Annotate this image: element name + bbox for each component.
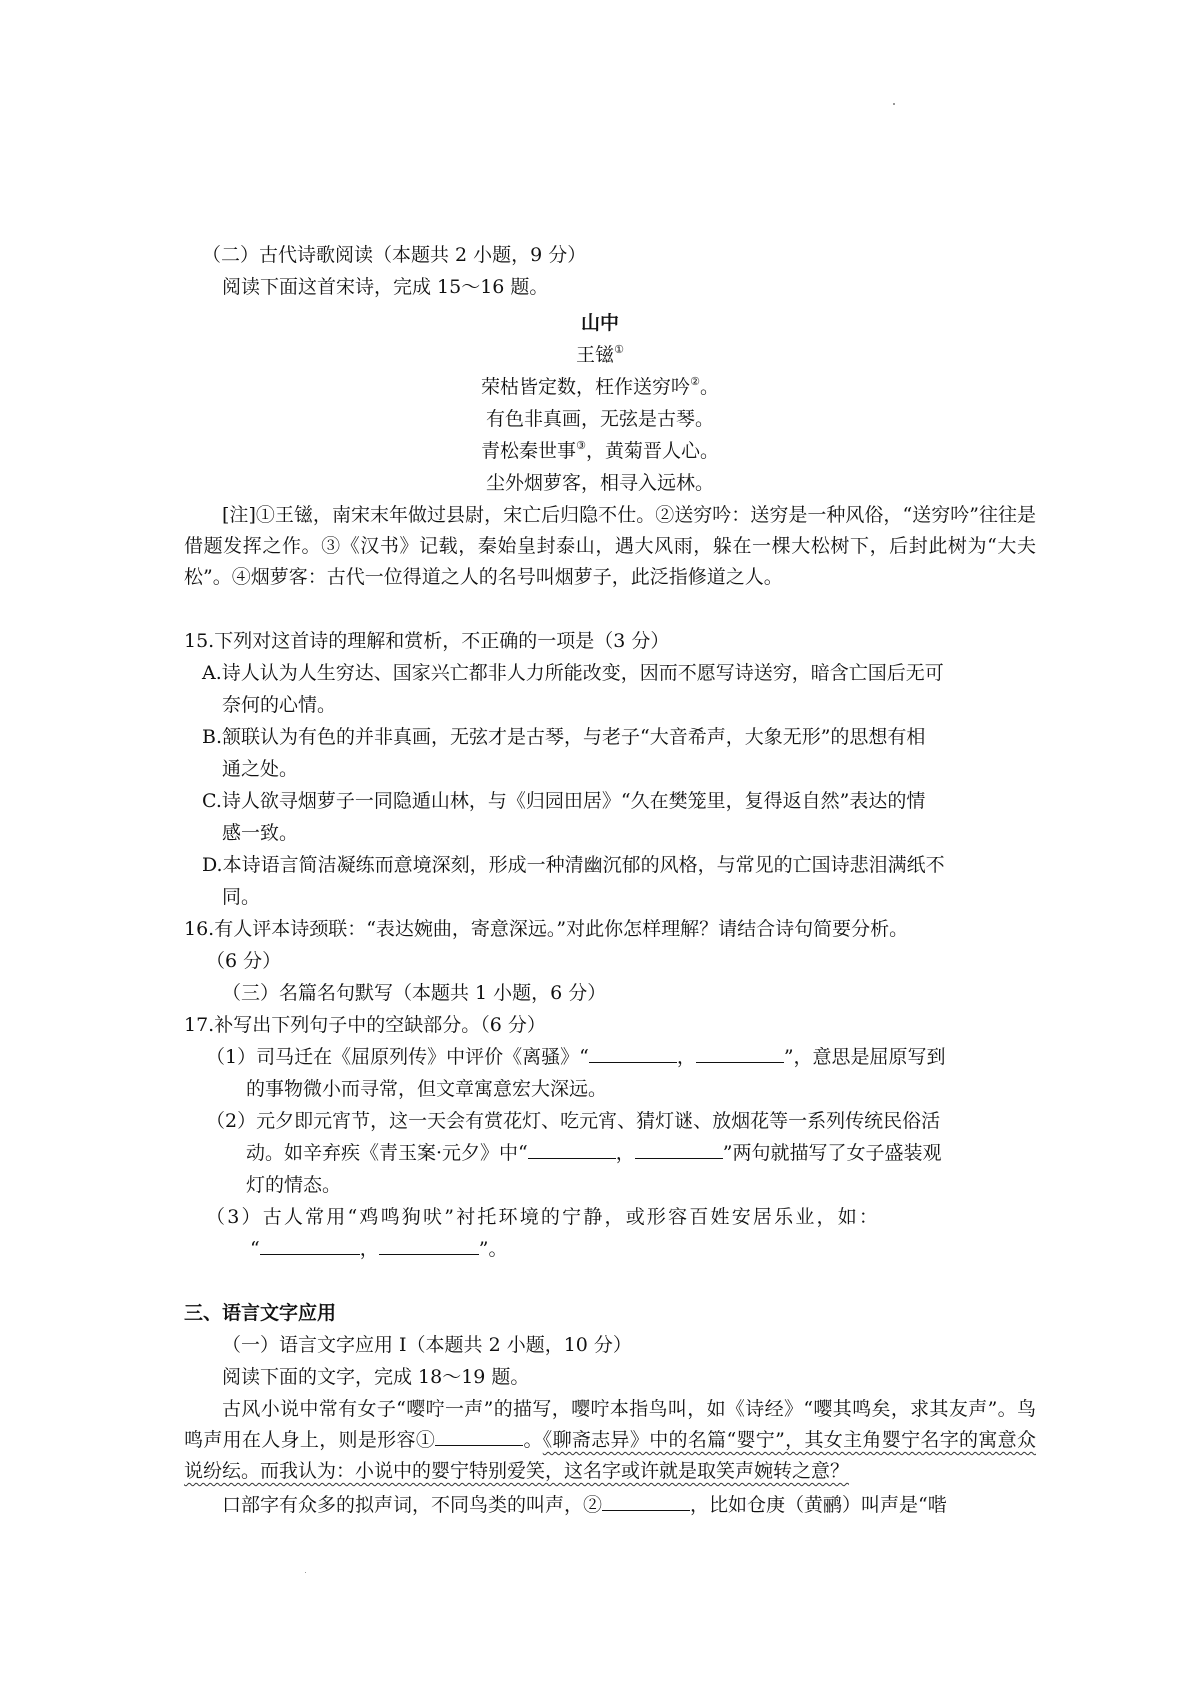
poem-notes: [注]①王镃，南宋末年做过县尉，宋亡后归隐不仕。②送穷吟：送穷是一种风俗，“送穷吟”往往是借题发挥之作。③《汉书》记载，秦始皇封泰山，遇大风雨，躲在一棵大松树下，后封此树为“大夫松”。④烟萝客：古代一位得道之人的名号叫烟萝子，此泛指修道之人。 [184, 504, 1036, 588]
section-header-recitation: （三）名篇名句默写（本题共 1 小题，6 分） [222, 982, 607, 1004]
q15-option-b-cont: 通之处。 [222, 758, 299, 780]
scan-speck [893, 103, 895, 105]
q15-option-a: A.诗人认为人生穷达、国家兴亡都非人力所能改变，因而不愿写诗送穷，暗含亡国后无可 [202, 662, 944, 684]
question-15-stem: 15.下列对这首诗的理解和赏析，不正确的一项是（3 分） [184, 630, 670, 652]
poem-title: 山中 [580, 312, 619, 334]
poem-author: 王镃① [576, 343, 624, 366]
scan-speck [305, 1572, 306, 1573]
answer-blank [696, 1044, 784, 1063]
instruction-language-use: 阅读下面的文字，完成 18～19 题。 [222, 1366, 530, 1388]
answer-blank [379, 1236, 479, 1255]
q17-part-1: （1）司马迁在《屈原列传》中评价《离骚》“ ， ”，意思是屈原写到 [206, 1046, 946, 1068]
section-header-poetry: （二）古代诗歌阅读（本题共 2 小题，9 分） [202, 244, 587, 266]
answer-blank [602, 1492, 690, 1511]
q15-option-c: C.诗人欲寻烟萝子一同隐遁山林，与《归园田居》“久在樊笼里，复得返自然”表达的情 [202, 790, 926, 812]
answer-blank [528, 1140, 616, 1159]
poem-line-4: 尘外烟萝客，相寻入远林。 [485, 472, 714, 494]
footnote-marker: ③ [576, 439, 586, 452]
q17-part-1-cont: 的事物微小而寻常，但文章寓意宏大深远。 [246, 1078, 608, 1100]
poem-line-3: 青松秦世事③，黄菊晋人心。 [481, 439, 719, 462]
part-3-title: 三、语言文字应用 [184, 1302, 337, 1324]
section-header-language-use: （一）语言文字应用 I（本题共 2 小题，10 分） [222, 1334, 632, 1356]
q17-part-3-cont: “ ， ”。 [250, 1238, 508, 1260]
q17-part-2-end: 灯的情态。 [246, 1174, 342, 1196]
footnote-marker: ② [690, 375, 700, 388]
q15-option-a-cont: 奈何的心情。 [222, 694, 337, 716]
q15-option-c-cont: 感一致。 [222, 822, 299, 844]
q15-option-d: D.本诗语言简洁凝练而意境深刻，形成一种清幽沉郁的风格，与常见的亡国诗悲泪满纸不 [202, 854, 945, 876]
answer-blank [635, 1140, 723, 1159]
wavy-underlined-sentence: 《聊斋志异》中的名篇“婴宁”，其女主角婴宁名字的寓意众说纷纭。而我认为：小说中的婴宁特别爱笑，这名字或许就是取笑声婉转之意？ [184, 1429, 1036, 1482]
answer-blank [435, 1427, 523, 1446]
instruction-poetry: 阅读下面这首宋诗，完成 15～16 题。 [222, 276, 549, 298]
q17-part-3: （3）古人常用“鸡鸣狗吠”衬托环境的宁静，或形容百姓安居乐业，如： [206, 1206, 881, 1228]
q17-part-2-cont: 动。如辛弃疾《青玉案·元夕》中“ ， ”两句就描写了女子盛装观 [246, 1142, 942, 1164]
question-16-score: （6 分） [206, 950, 282, 972]
reading-passage-1: 古风小说中常有女子“嘤咛一声”的描写，嘤咛本指鸟叫，如《诗经》“嘤其鸣矣，求其友声”。鸟鸣声用在人身上，则是形容① 。《聊斋志异》中的名篇“婴宁”，其女主角婴宁名字的寓意众说纷纭。而我认为：小说中的婴宁特别爱笑，这名字或许就是取笑声婉转之意？ [184, 1398, 1036, 1482]
q15-option-b: B.颔联认为有色的并非真画，无弦才是古琴，与老子“大音希声，大象无形”的思想有相 [202, 726, 926, 748]
q15-option-d-cont: 同。 [222, 886, 261, 908]
footnote-marker: ① [614, 343, 624, 356]
question-16-stem: 16.有人评本诗颈联：“表达婉曲，寄意深远。”对此你怎样理解？请结合诗句简要分析。 [184, 918, 909, 940]
q17-part-2: （2）元夕即元宵节，这一天会有赏花灯、吃元宵、猜灯谜、放烟花等一系列传统民俗活 [206, 1110, 941, 1132]
answer-blank [260, 1236, 360, 1255]
poem-line-1: 荣枯皆定数，枉作送穷吟②。 [481, 375, 719, 398]
answer-blank [589, 1044, 677, 1063]
poem-line-2: 有色非真画，无弦是古琴。 [485, 408, 714, 430]
question-17-stem: 17.补写出下列句子中的空缺部分。（6 分） [184, 1014, 546, 1036]
reading-passage-2: 口部字有众多的拟声词，不同鸟类的叫声，② ，比如仓庚（黄鹂）叫声是“喈 [222, 1494, 947, 1516]
